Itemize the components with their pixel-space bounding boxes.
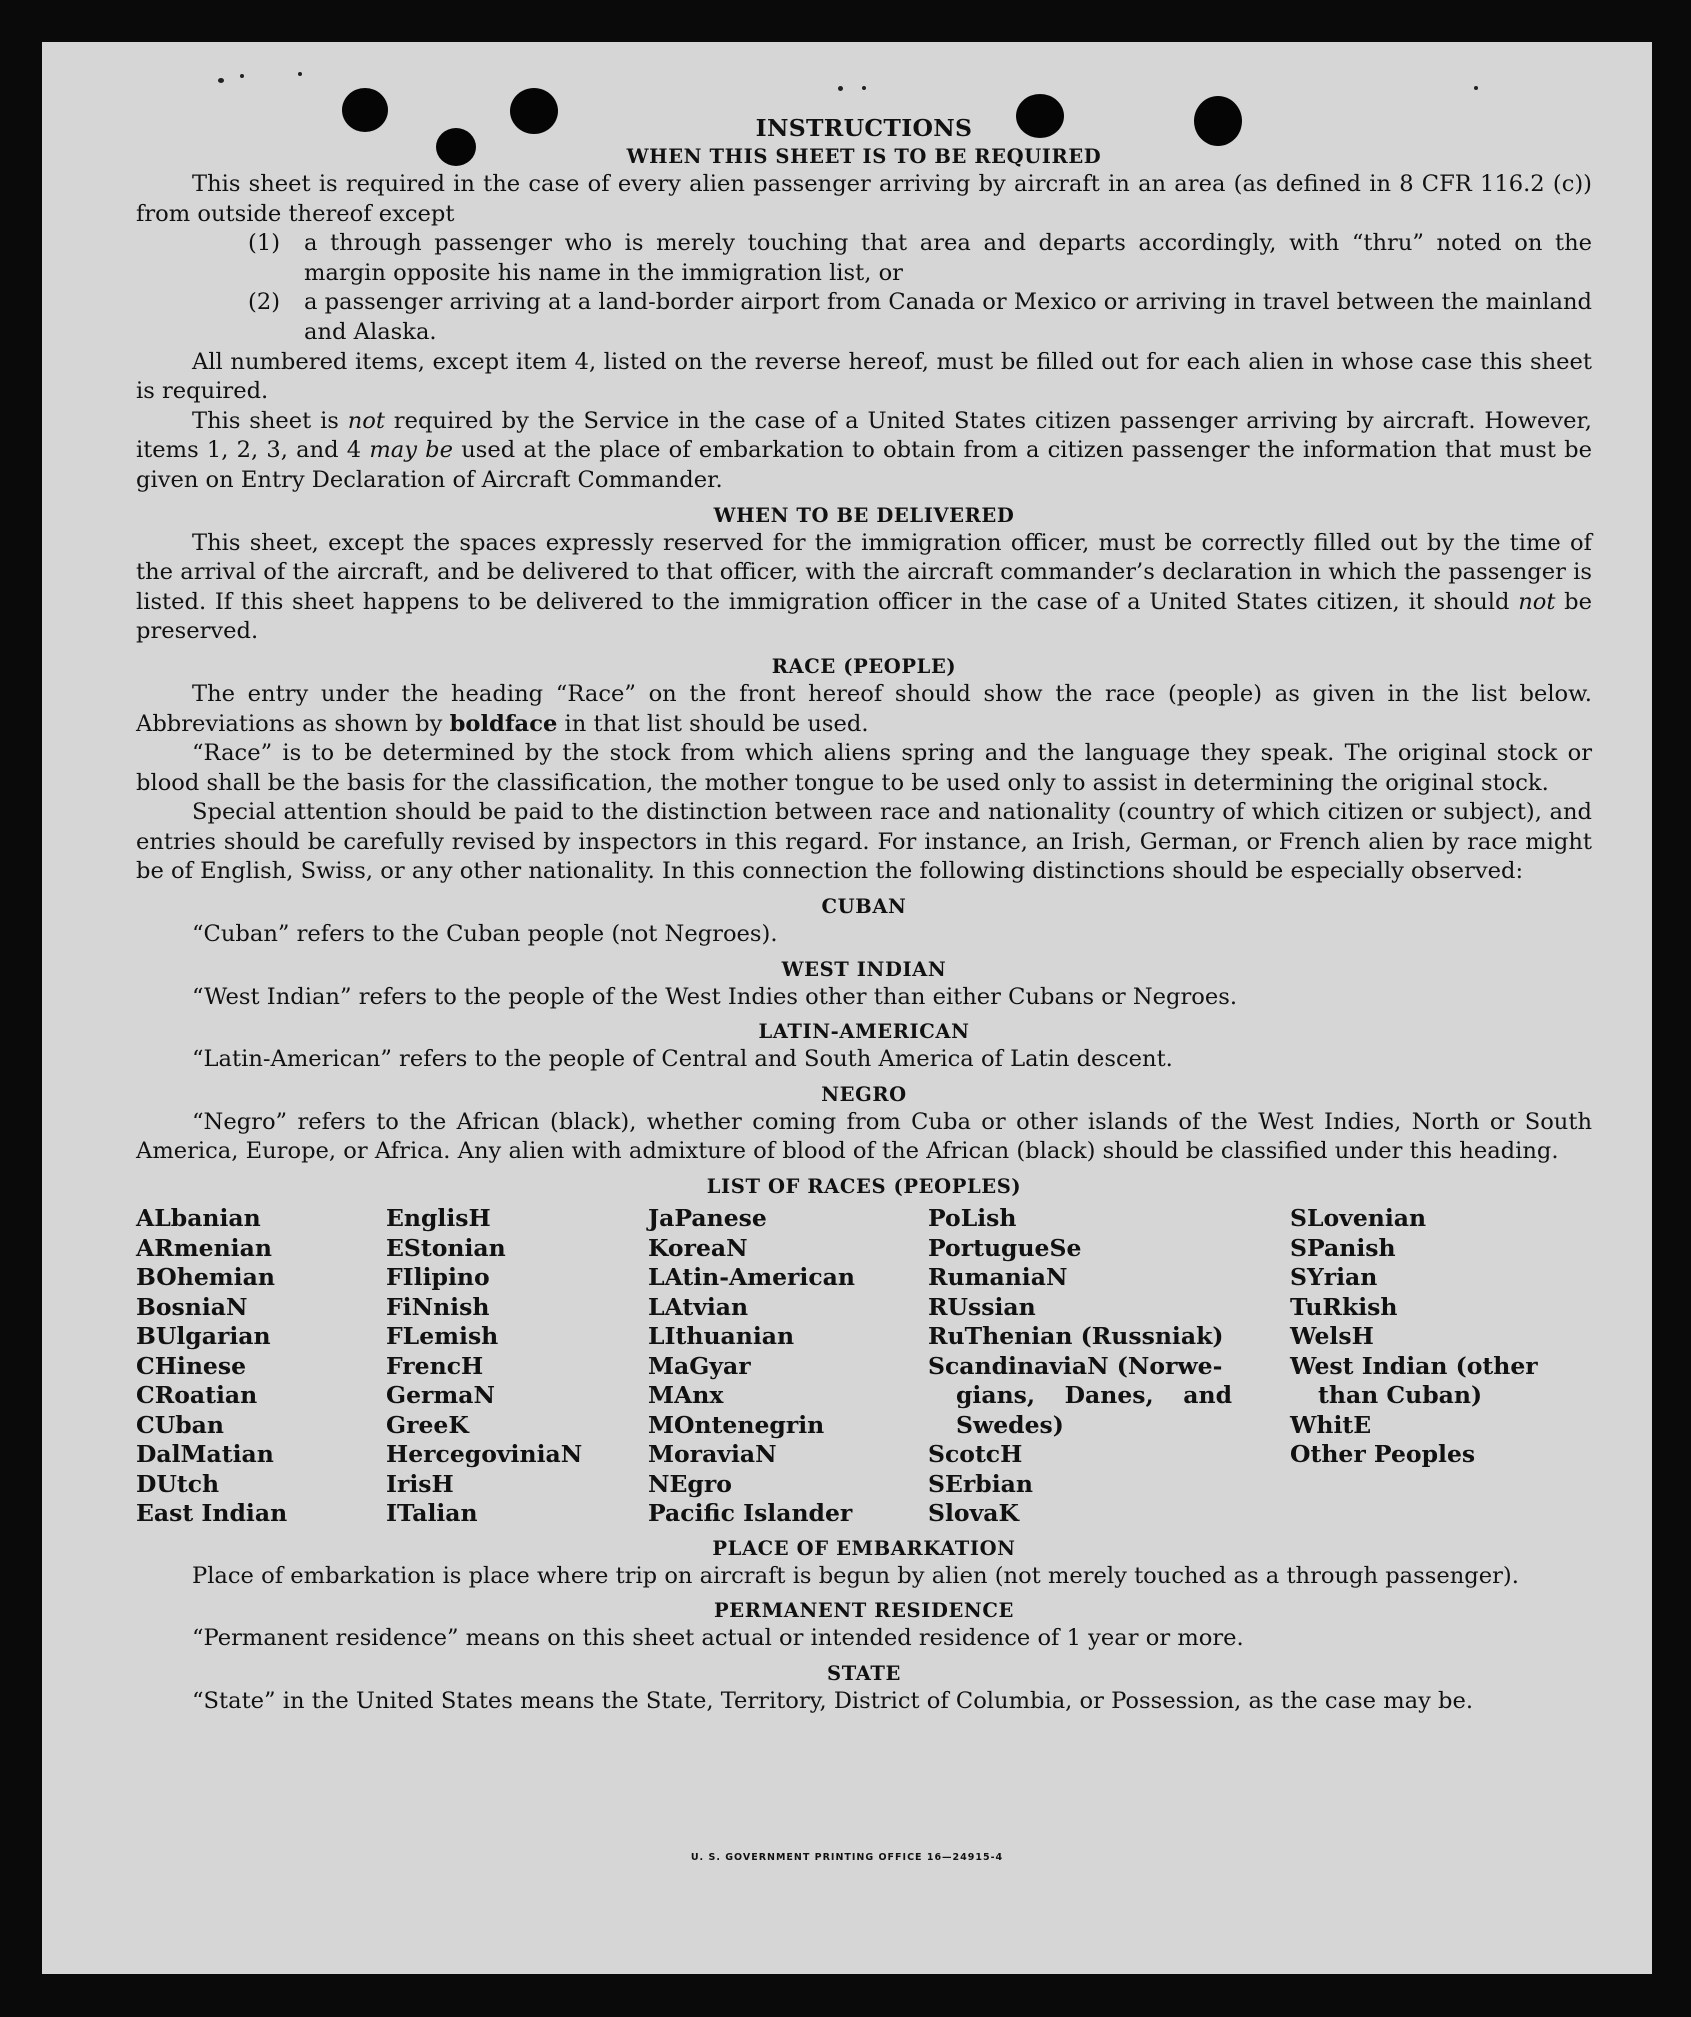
race-entry: EStonian xyxy=(386,1233,506,1262)
text-run: used at the place of embarkation to obtain from a citizen passenger the information that must be given on Entry Declaration of Aircraft Commander. xyxy=(136,437,1592,493)
race-entry: JaPanese xyxy=(648,1204,767,1233)
printing-office-imprint: U. S. GOVERNMENT PRINTING OFFICE 16—24915-4 xyxy=(690,1852,1004,1863)
race-entry: SErbian xyxy=(928,1469,1033,1498)
race-entry: Other Peoples xyxy=(1290,1440,1476,1469)
race-entry: SlovaK xyxy=(928,1499,1019,1528)
race-entry: FIlipino xyxy=(386,1263,490,1292)
item-text: a through passenger who is merely touching that area and departs accordingly, with “thru” noted on the margin opposite his name in the immigration list, or xyxy=(304,230,1592,286)
race-entry: IrisH xyxy=(386,1469,454,1498)
state-para: “State” in the United States means the State, Territory, District of Columbia, or Possession, as the case may be. xyxy=(192,1687,1474,1714)
race-entry: BUlgarian xyxy=(136,1322,271,1351)
text-run: required by the Service in the case of a United States citizen passenger arriving by aircraft. However, items 1, 2, 3, and 4 xyxy=(136,407,1592,464)
cuban-para: “Cuban” refers to the Cuban people (not Negroes). xyxy=(192,921,778,948)
speck xyxy=(862,86,866,90)
embarkation-para: Place of embarkation is place where trip on aircraft is begun by alien (not merely touched as a through passenger). xyxy=(192,1562,1519,1589)
west-indian-para: “West Indian” refers to the people of the West Indies other than either Cubans or Negroes. xyxy=(192,983,1238,1010)
race-entry-line: Swedes) xyxy=(956,1410,1064,1439)
heading-when-required: WHEN THIS SHEET IS TO BE REQUIRED xyxy=(626,145,1102,168)
race-entry: RuThenian (Russniak) xyxy=(928,1322,1224,1351)
race-entry: MAnx xyxy=(648,1381,724,1410)
race-entry-scandinavian xyxy=(928,1352,1232,1441)
heading-permanent-residence: PERMANENT RESIDENCE xyxy=(714,1599,1014,1623)
race-entry: NEgro xyxy=(648,1469,732,1498)
races-table xyxy=(136,1204,1592,1529)
race-entry: DUtch xyxy=(136,1469,220,1498)
race-entry: MoraviaN xyxy=(648,1440,777,1469)
italic-run: not xyxy=(347,407,385,434)
list-item xyxy=(248,229,1592,288)
race-entry: ARmenian xyxy=(136,1233,272,1262)
race-entry: PortugueSe xyxy=(928,1233,1082,1262)
item-text: a passenger arriving at a land-border airport from Canada or Mexico or arriving in travel between the mainland and Alaska. xyxy=(304,289,1593,345)
speck xyxy=(298,72,302,76)
race-entry-west-indian xyxy=(1290,1352,1650,1411)
race-entry: RumaniaN xyxy=(928,1263,1068,1292)
race-entry: TuRkish xyxy=(1290,1292,1398,1321)
race-entry: DalMatian xyxy=(136,1440,274,1469)
heading-race: RACE (PEOPLE) xyxy=(771,654,957,678)
race-entry: SLovenian xyxy=(1290,1204,1427,1233)
heading-latin-american: LATIN-AMERICAN xyxy=(758,1020,970,1044)
instructions-body xyxy=(136,114,1592,1716)
race-entry: ITalian xyxy=(386,1499,478,1528)
heading-cuban: CUBAN xyxy=(821,895,907,919)
heading-state: STATE xyxy=(827,1661,901,1685)
race-entry: SPanish xyxy=(1290,1233,1396,1262)
item-number: (1) xyxy=(248,230,281,257)
race-entry: LAtvian xyxy=(648,1292,749,1321)
race-entry: LIthuanian xyxy=(648,1322,795,1351)
heading-list-of-races: LIST OF RACES (PEOPLES) xyxy=(706,1175,1022,1199)
race-entry: ScotcH xyxy=(928,1440,1023,1469)
required-para-2: All numbered items, except item 4, listed on the reverse hereof, must be filled out for each alien in whose case this sheet is required. xyxy=(136,348,1592,405)
required-intro: This sheet is required in the case of every alien passenger arriving by aircraft in an area (as defined in 8 CFR 116.2 (c)) from outside thereof except xyxy=(136,171,1592,227)
heading-place-of-embarkation: PLACE OF EMBARKATION xyxy=(712,1536,1016,1560)
text-run: This sheet is xyxy=(192,407,348,434)
heading-west-indian: WEST INDIAN xyxy=(781,957,947,981)
race-entry: KoreaN xyxy=(648,1233,748,1262)
race-entry: LAtin-American xyxy=(648,1263,855,1292)
race-entry: MaGyar xyxy=(648,1351,751,1380)
race-entry: WelsH xyxy=(1290,1322,1374,1351)
race-entry: CUban xyxy=(136,1410,224,1439)
speck xyxy=(240,74,244,78)
race-entry-line: West Indian (other xyxy=(1290,1351,1538,1380)
races-column-1 xyxy=(136,1204,386,1529)
speck xyxy=(1474,86,1478,90)
race-entry: BOhemian xyxy=(136,1263,275,1292)
speck xyxy=(838,86,843,91)
race-entry: RUssian xyxy=(928,1292,1036,1321)
race-para-3: Special attention should be paid to the distinction between race and nationality (country of which citizen or subject), and entries should be carefully revised by inspectors in this regard. For instance, an Irish, German, or French alien by race might be of English, Swiss, or any other nationality. In this connection the following distinctions should be especially observed: xyxy=(136,799,1592,885)
required-para-3 xyxy=(136,407,1592,496)
race-para-1 xyxy=(136,680,1592,739)
race-entry: PoLish xyxy=(928,1204,1017,1233)
list-item xyxy=(248,288,1592,347)
race-entry: Pacific Islander xyxy=(648,1499,853,1528)
item-number: (2) xyxy=(248,289,281,316)
race-entry: EnglisH xyxy=(386,1204,491,1233)
race-entry: East Indian xyxy=(136,1499,288,1528)
races-column-4 xyxy=(928,1204,1232,1529)
race-entry: FLemish xyxy=(386,1322,499,1351)
race-entry: CRoatian xyxy=(136,1381,258,1410)
race-entry: ALbanian xyxy=(136,1204,261,1233)
race-entry: MOntenegrin xyxy=(648,1410,825,1439)
heading-negro: NEGRO xyxy=(821,1082,907,1106)
race-entry-line: ScandinaviaN (Norwe- xyxy=(928,1351,1223,1380)
italic-run: may be xyxy=(369,437,454,464)
delivered-para xyxy=(136,529,1592,647)
race-entry-line: than Cuban) xyxy=(1318,1381,1483,1410)
race-entry: WhitE xyxy=(1290,1410,1372,1439)
text-run: This sheet, except the spaces expressly reserved for the immigration officer, must be correctly filled out by the time of the arrival of the aircraft, and be delivered to that officer, with the aircraft commander’s declaration in which the passenger is listed. If this sheet happens to be delivered to the immigration officer in the case of a United States citizen, it should xyxy=(136,529,1592,615)
race-entry: SYrian xyxy=(1290,1263,1378,1292)
text-run: be preserved. xyxy=(136,588,1592,645)
races-column-3 xyxy=(648,1204,928,1529)
race-entry: FiNnish xyxy=(386,1292,490,1321)
document-sheet xyxy=(42,42,1652,1974)
races-column-5 xyxy=(1290,1204,1650,1529)
race-entry: FrencH xyxy=(386,1351,484,1380)
residence-para: “Permanent residence” means on this sheet actual or intended residence of 1 year or more. xyxy=(192,1625,1244,1652)
negro-para: “Negro” refers to the African (black), whether coming from Cuba or other islands of the West Indies, North or South America, Europe, or Africa. Any alien with admixture of blood of the African (black) should be classified under this heading. xyxy=(136,1108,1592,1165)
race-entry: GermaN xyxy=(386,1381,495,1410)
race-entry: HercegoviniaN xyxy=(386,1440,583,1469)
latin-american-para: “Latin-American” refers to the people of Central and South America of Latin descent. xyxy=(192,1046,1173,1073)
race-entry: CHinese xyxy=(136,1351,247,1380)
race-entry-line: gians, Danes, and xyxy=(956,1381,1232,1410)
race-para-2: “Race” is to be determined by the stock from which aliens spring and the language they speak. The original stock or blood shall be the basis for the classification, the mother tongue to be used only to assist in determining the original stock. xyxy=(136,740,1592,796)
page-title: INSTRUCTIONS xyxy=(755,114,973,142)
races-column-2 xyxy=(386,1204,648,1529)
speck xyxy=(218,78,224,83)
heading-when-delivered: WHEN TO BE DELIVERED xyxy=(713,503,1015,527)
race-entry: BosniaN xyxy=(136,1292,248,1321)
italic-run: not xyxy=(1518,588,1556,615)
race-entry: GreeK xyxy=(386,1410,469,1439)
text-run: in that list should be used. xyxy=(557,710,869,737)
text-run: The entry under the heading “Race” on the front hereof should show the race (people) as given in the list below. Abbreviations as shown by xyxy=(136,680,1592,737)
bold-run: boldface xyxy=(449,710,558,737)
